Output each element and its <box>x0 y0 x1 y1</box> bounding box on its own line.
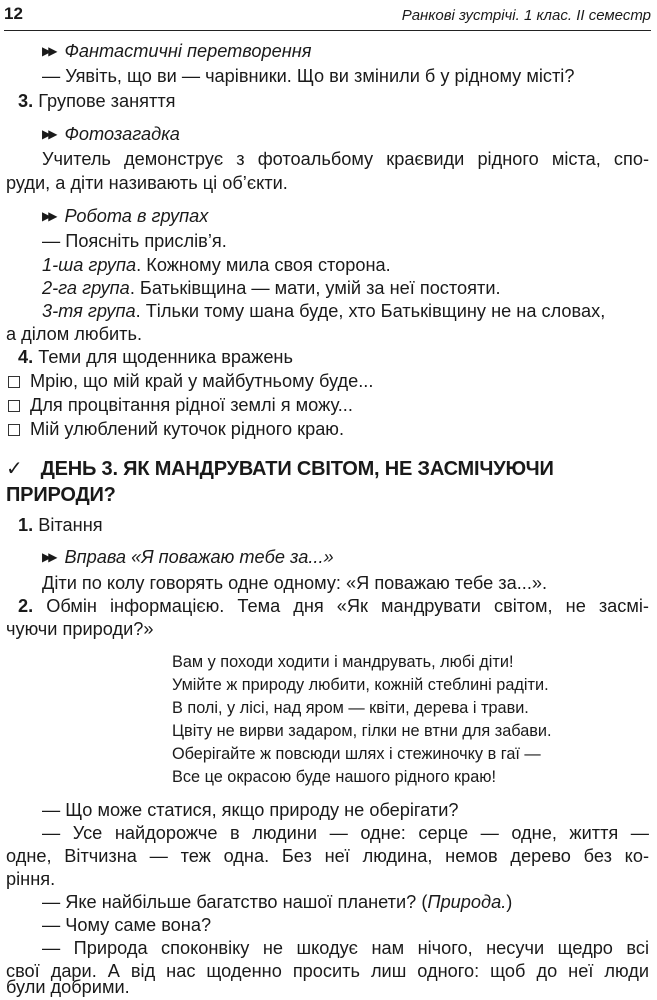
day-heading-cont: ПРИРОДИ? <box>6 484 116 506</box>
dialogue-line: — Усе найдорожче в людини — одне: серце — одне, життя — <box>42 823 649 843</box>
poem-line: Оберігайте ж повсюди шлях і стежиночку в гаї — <box>172 745 541 763</box>
dialogue-line: ріння. <box>6 869 56 889</box>
subsection-title: ▶▶ Робота в групах <box>42 206 209 226</box>
checkbox-square-icon <box>8 400 20 412</box>
double-arrow-icon: ▶▶ <box>42 209 55 223</box>
paragraph-line: руди, а діти називають ці об’єкти. <box>6 173 288 193</box>
double-arrow-icon: ▶▶ <box>42 44 55 58</box>
poem-line: Все це окрасою буде нашого рідного краю! <box>172 768 497 786</box>
numbered-item: 3. Групове заняття <box>18 91 176 111</box>
day-heading: ✓ ДЕНЬ 3. ЯК МАНДРУВАТИ СВІТОМ, НЕ ЗАСМІЧУЮЧИ <box>6 458 554 480</box>
paragraph-line: 2-га група. Батьківщина — мати, умій за неї постояти. <box>42 278 501 298</box>
page-header <box>4 2 651 31</box>
dialogue-line: — Що може статися, якщо природу не оберігати? <box>42 800 459 820</box>
checkbox-square-icon <box>8 376 20 388</box>
paragraph-line: Діти по колу говорять одне одному: «Я поважаю тебе за...». <box>42 573 548 593</box>
numbered-item: 1. Вітання <box>18 515 103 535</box>
paragraph-line: — Уявіть, що ви — чарівники. Що ви змінили б у рідному місті? <box>42 66 575 86</box>
list-item: Мій улюблений куточок рідного краю. <box>8 418 657 441</box>
paragraph-line: Учитель демонструє з фотоальбому краєвиди рідного міста, спо- <box>42 149 649 169</box>
paragraph-line: а ділом любить. <box>6 324 142 344</box>
poem-line: Вам у походи ходити і мандрувать, любі діти! <box>172 653 514 671</box>
numbered-item: 4. Теми для щоденника вражень <box>18 347 293 367</box>
dialogue-line: одне, Вітчизна — теж одна. Без неї людина, немов дерево без ко- <box>6 846 649 866</box>
dialogue-line: — Природа споконвіку не шкодує нам нічого, несучи щедро всі <box>42 938 649 958</box>
subsection-title: ▶▶ Фантастичні перетворення <box>42 41 312 61</box>
checkbox-square-icon <box>8 424 20 436</box>
dialogue-line: — Чому саме вона? <box>42 915 212 935</box>
dialogue-line: були добрими. <box>6 977 130 997</box>
poem-line: Умійте ж природу любити, кожній стеблині радіти. <box>172 676 549 694</box>
subsection-title: ▶▶ Фотозагадка <box>42 124 180 144</box>
poem-line: Цвіту не вирви задаром, гілки не втни для забави. <box>172 722 552 740</box>
paragraph-line: 1-ша група. Кожному мила своя сторона. <box>42 255 391 275</box>
list-item: Для процвітання рідної землі я можу... <box>8 394 657 417</box>
poem-line: В полі, у лісі, над яром — квіти, дерева і трави. <box>172 699 529 717</box>
numbered-item: 2. Обмін інформацією. Тема дня «Як мандрувати світом, не засмі- <box>18 596 649 616</box>
paragraph-line: 3-тя група. Тільки тому шана буде, хто Батьківщину не на словах, <box>42 301 606 321</box>
subsection-title: ▶▶ Вправа «Я поважаю тебе за...» <box>42 547 334 567</box>
list-item: Мрію, що мій край у майбутньому буде... <box>8 370 657 393</box>
paragraph-line: — Поясніть прислів’я. <box>42 231 227 251</box>
dialogue-line: — Яке найбільше багатство нашої планети? (Природа.) <box>42 892 513 912</box>
double-arrow-icon: ▶▶ <box>42 550 55 564</box>
running-title: Ранкові зустрічі. 1 клас. ІІ семестр <box>401 7 651 24</box>
paragraph-line: чуючи природи?» <box>6 619 154 639</box>
dialogue-line: свої дари. А від нас щоденно просить лиш одного: щоб до неї люди <box>6 961 649 981</box>
double-arrow-icon: ▶▶ <box>42 127 55 141</box>
page-number: 12 <box>4 4 23 23</box>
checkmark-icon: ✓ <box>6 458 23 480</box>
